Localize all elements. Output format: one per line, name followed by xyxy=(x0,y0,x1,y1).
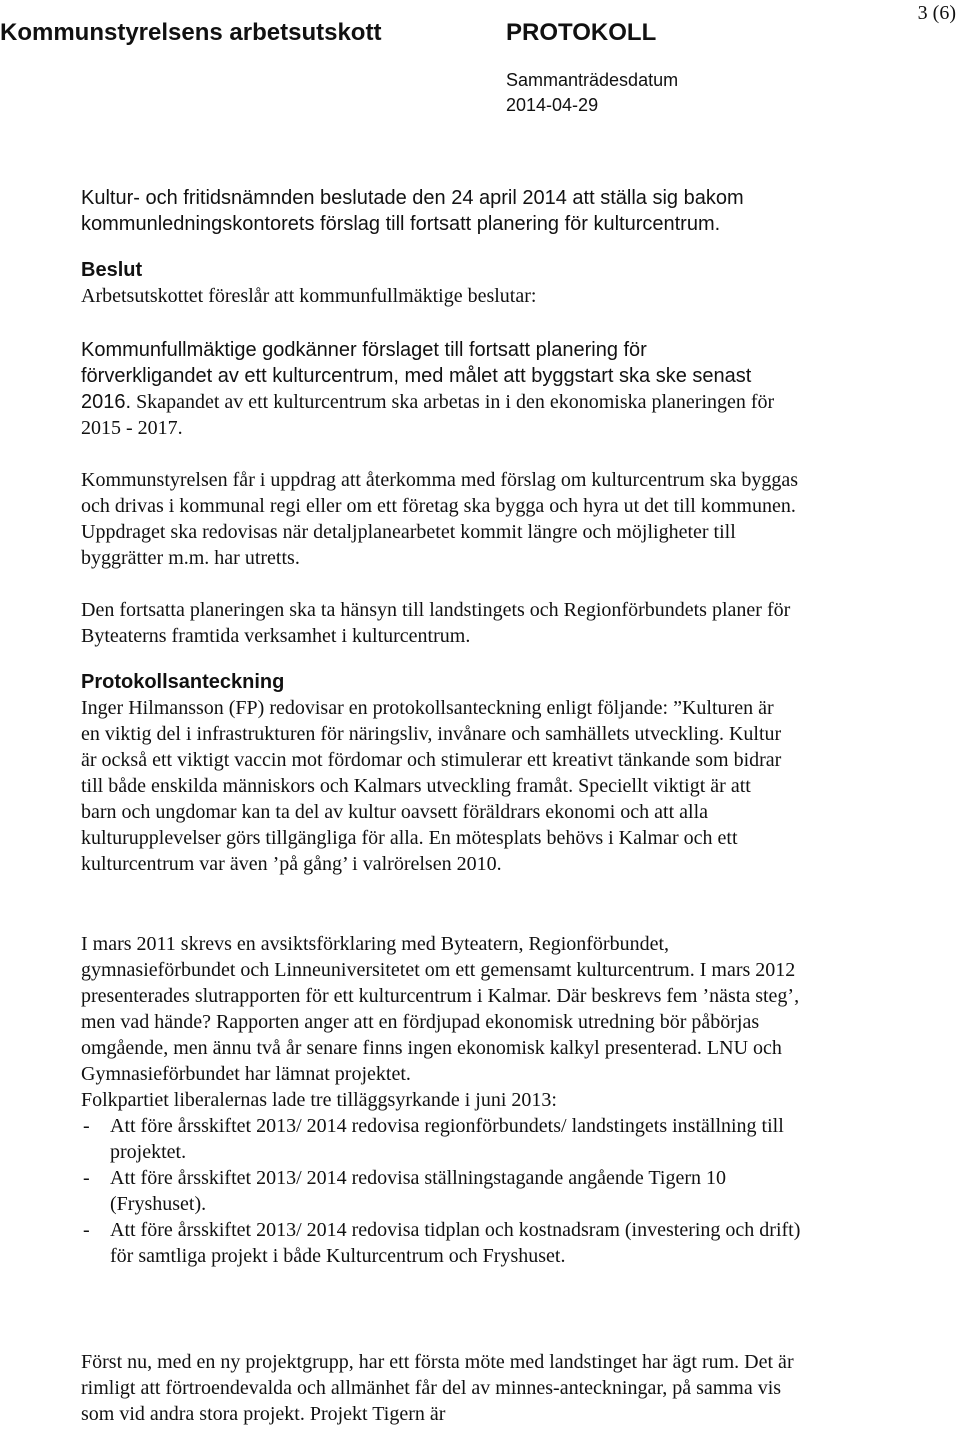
meeting-date-value: 2014-04-29 xyxy=(506,95,599,115)
list-marker: - xyxy=(83,1167,90,1189)
tillaggsyrkande-list xyxy=(81,1113,801,1269)
intro-text: Kultur- och fritidsnämnden beslutade den 24 april 2014 att ställa sig bakom kommunledningskontorets förslag till fortsatt planering för kulturcentrum. xyxy=(81,187,744,235)
beslut-paragraph-1-serif: Skapandet av ett kulturcentrum ska arbetas in i den ekonomiska planeringen för 2015 - 2017. xyxy=(81,391,775,439)
beslut-paragraph-3 xyxy=(81,597,801,649)
protokollsanteckning-heading: Protokollsanteckning xyxy=(81,671,285,693)
protokollsanteckning-paragraph-1: Inger Hilmansson (FP) redovisar en protokollsanteckning enligt följande: ”Kulturen är en viktig del i infrastrukturen för näringsliv, invånare och samhällets utveckling. Kultur är också ett viktigt vaccin mot fördomar och stimulerar ett kreativt tänkande som bidrar till både enskilda människors och Kalmars utveckling framåt. Speciellt viktigt är att barn och ungdomar kan ta del av kultur oavsett föräldrars ekonomi och att alla kulturupplevelser görs tillgängliga för alla. En mötesplats behövs i Kalmar och ett kulturcentrum var även ’på gång’ i valrörelsen 2010. xyxy=(81,697,782,875)
protokollsanteckning-paragraph-4-block xyxy=(81,1349,801,1427)
protokollsanteckning-paragraph-4: Först nu, med en ny projektgrupp, har ett första möte med landstinget har ägt rum. Det är rimligt att förtroendevalda och allmänhet får del av minnes-anteckningar, på samma vis som vid andra stora projekt. Projekt Tigern är xyxy=(81,1351,794,1425)
list-marker: - xyxy=(83,1115,90,1137)
meeting-date-label: Sammanträdesdatum xyxy=(506,70,679,90)
list-item xyxy=(81,1113,801,1165)
page-number: 3 (6) xyxy=(917,2,956,24)
list-item xyxy=(81,1165,801,1217)
list-item-text: Att före årsskiftet 2013/ 2014 redovisa tidplan och kostnadsram (investering och drift) för samtliga projekt i både Kulturcentrum och Fryshuset. xyxy=(110,1219,801,1267)
protokollsanteckning-paragraph-2: I mars 2011 skrevs en avsiktsförklaring med Byteatern, Regionförbundet, gymnasieförbundet och Linneuniversitetet om ett gemensamt kulturcentrum. I mars 2012 presenterades slutrapporten för ett kulturcentrum i Kalmar. Där beskrevs fem ’nästa steg’, men vad hände? Rapporten anger att en fördjupad ekonomisk utredning bör påbörjas omgående, men ännu två år senare finns ingen ekonomisk kalkyl presenterad. LNU och Gymnasieförbundet har lämnat projektet. xyxy=(81,933,800,1085)
beslut-paragraph-2-text: Kommunstyrelsen får i uppdrag att återkomma med förslag om kulturcentrum ska byggas och drivas i kommunal regi eller om ett företag ska bygga och hyra ut det till kommunen. Uppdraget ska redovisas när detaljplanearbetet kommit längre och möjligheter till byggrätter m.m. har utretts. xyxy=(81,469,799,569)
beslut-paragraph-1 xyxy=(81,337,781,441)
list-marker: - xyxy=(83,1219,90,1241)
protokollsanteckning-section xyxy=(81,669,786,877)
protokollsanteckning-paragraph-3: Folkpartiet liberalernas lade tre tilläggsyrkande i juni 2013: xyxy=(81,1089,557,1111)
beslut-paragraph-1-sans: Kommunfullmäktige godkänner förslaget till fortsatt planering för förverkligandet av ett kulturcentrum, med målet att byggstart ska ske senast 2016. xyxy=(81,339,752,413)
beslut-section xyxy=(81,257,801,309)
beslut-heading: Beslut xyxy=(81,259,143,281)
intro-paragraph xyxy=(81,185,801,237)
list-item-text: Att före årsskiftet 2013/ 2014 redovisa regionförbundets/ landstingets inställning till projektet. xyxy=(110,1115,784,1163)
document-type: PROTOKOLL xyxy=(506,19,657,46)
protokollsanteckning-body xyxy=(81,931,801,1269)
beslut-paragraph-2 xyxy=(81,467,801,571)
list-item xyxy=(81,1217,801,1269)
list-item-text: Att före årsskiftet 2013/ 2014 redovisa ställningstagande angående Tigern 10 (Fryshuset). xyxy=(110,1167,726,1215)
organization-name: Kommunstyrelsens arbetsutskott xyxy=(0,19,382,46)
beslut-paragraph-3-text: Den fortsatta planeringen ska ta hänsyn till landstingets och Regionförbundets planer för Byteaterns framtida verksamhet i kulturcentrum. xyxy=(81,599,791,647)
beslut-lead: Arbetsutskottet föreslår att kommunfullmäktige beslutar: xyxy=(81,285,537,307)
